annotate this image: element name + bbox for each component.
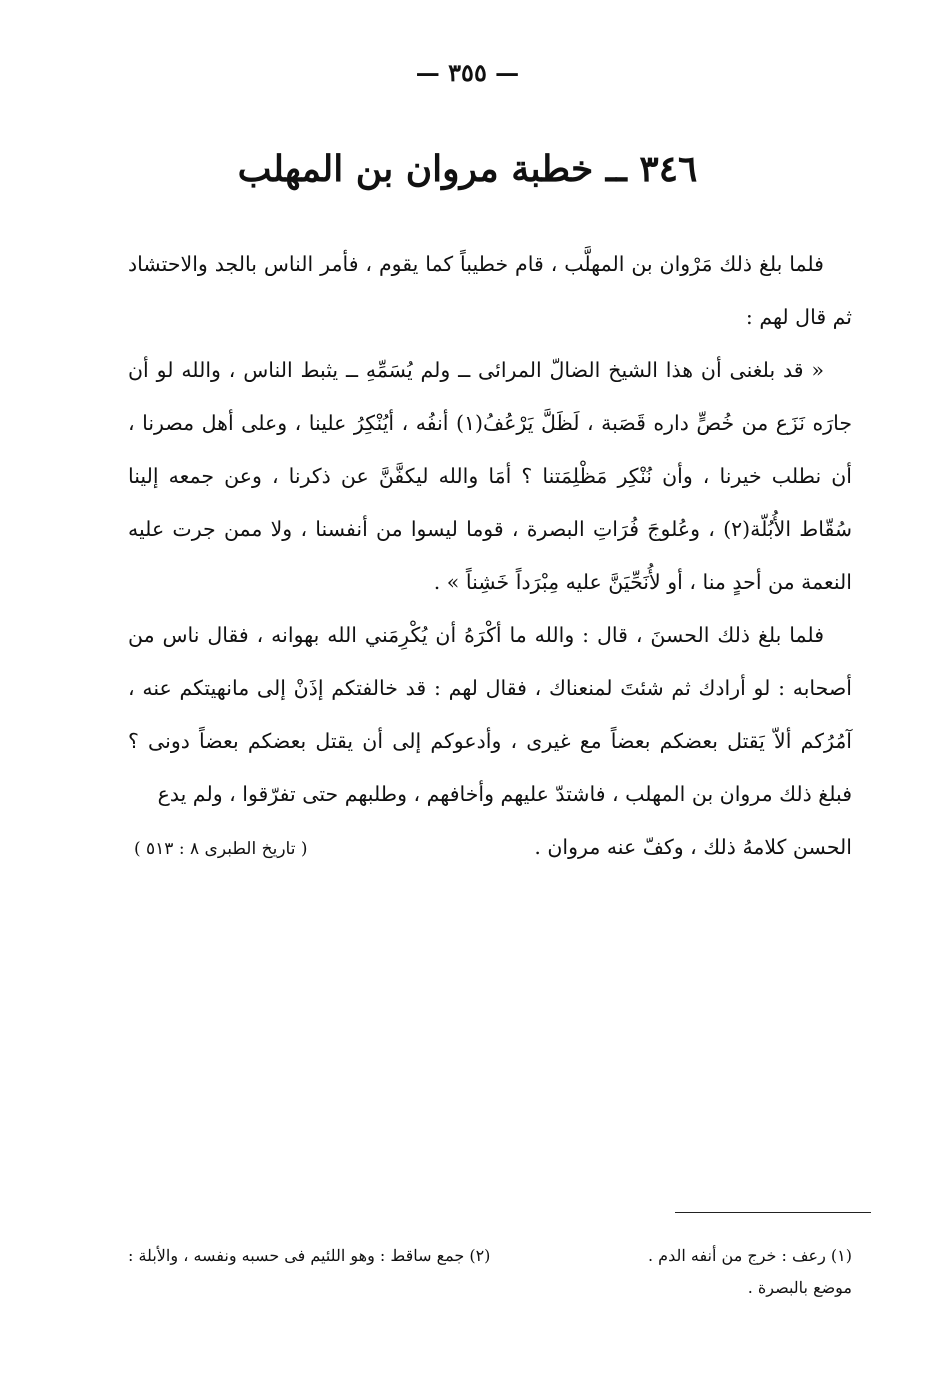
footnote-1: (١) رعف : خرج من أنفه الدم . [648,1246,852,1265]
page-number: — ٣٥٥ — [415,58,520,87]
chapter-title: ٣٤٦ ــ خطبة مروان بن المهلب [237,148,698,190]
footnote-line [128,1240,852,1272]
footnote-2-continuation: موضع بالبصرة . [747,1278,852,1297]
closing-last-line: الحسن كلامهُ ذلك ، وكفّ عنه مروان . [534,835,852,859]
paragraph-speech: « قد بلغنى أن هذا الشيخ الضالّ المرائى ــ ولم يُسَمِّهِ ــ يثبط الناس ، والله لو أن جارَه نَزَع من خُصٍّ داره قَصَبة ، لَظَلَّ يَرْعُفُ(١) أنفُه ، أيُنْكِرُ علينا ، وعلى أهل مصرنا ، أن نطلب خيرنا ، وأن نُنْكِر مَظْلِمَتنا ؟ أمَا والله ليكفَّنَّ عن ذكرنا ، وعن جمعه إلينا سُقّاط الأُبُلّة(٢) ، وعُلوجَ فُرَاتِ البصرة ، قوما ليسوا من أنفسنا ، ولا ممن جرت عليه النعمة من أحدٍ منا ، أو لأُنَحِّيَنَّ عليه مِبْرَداً خَشِناً » . [128,358,853,594]
paragraph-intro: فلما بلغ ذلك مَرْوان بن المهلَّب ، قام خطيباً كما يقوم ، فأمر الناس بالجد والاحتشاد ثم قال لهم : [128,252,852,329]
source-citation: ( تاريخ الطبرى ٨ : ٥١٣ ) [134,839,308,859]
body-text [128,238,852,876]
footnote-divider [675,1212,871,1213]
closing-line [128,821,852,876]
paragraph-closing: فلما بلغ ذلك الحسنَ ، قال : والله ما أكْرَهُ أن يُكْرِمَني الله بهوانه ، فقال ناس من أصحابه : لو أرادك ثم شئتَ لمنعناك ، فقال لهم : قد خالفتكم إذَنْ إلى مانهيتكم عنه ، آمُرُكم ألاّ يَقتل بعضكم بعضاً مع غيرى ، وأدعوكم إلى أن يقتل بعضكم بعضاً دونى ؟ فبلغ ذلك مروان بن المهلب ، فاشتدّ عليهم وأخافهم ، وطلبهم حتى تفرّقوا ، ولم يدع [128,623,852,806]
footnotes [128,1240,852,1304]
footnote-2: (٢) جمع ساقط : وهو اللئيم فى حسبه ونفسه ، والأبلة : [128,1246,491,1265]
